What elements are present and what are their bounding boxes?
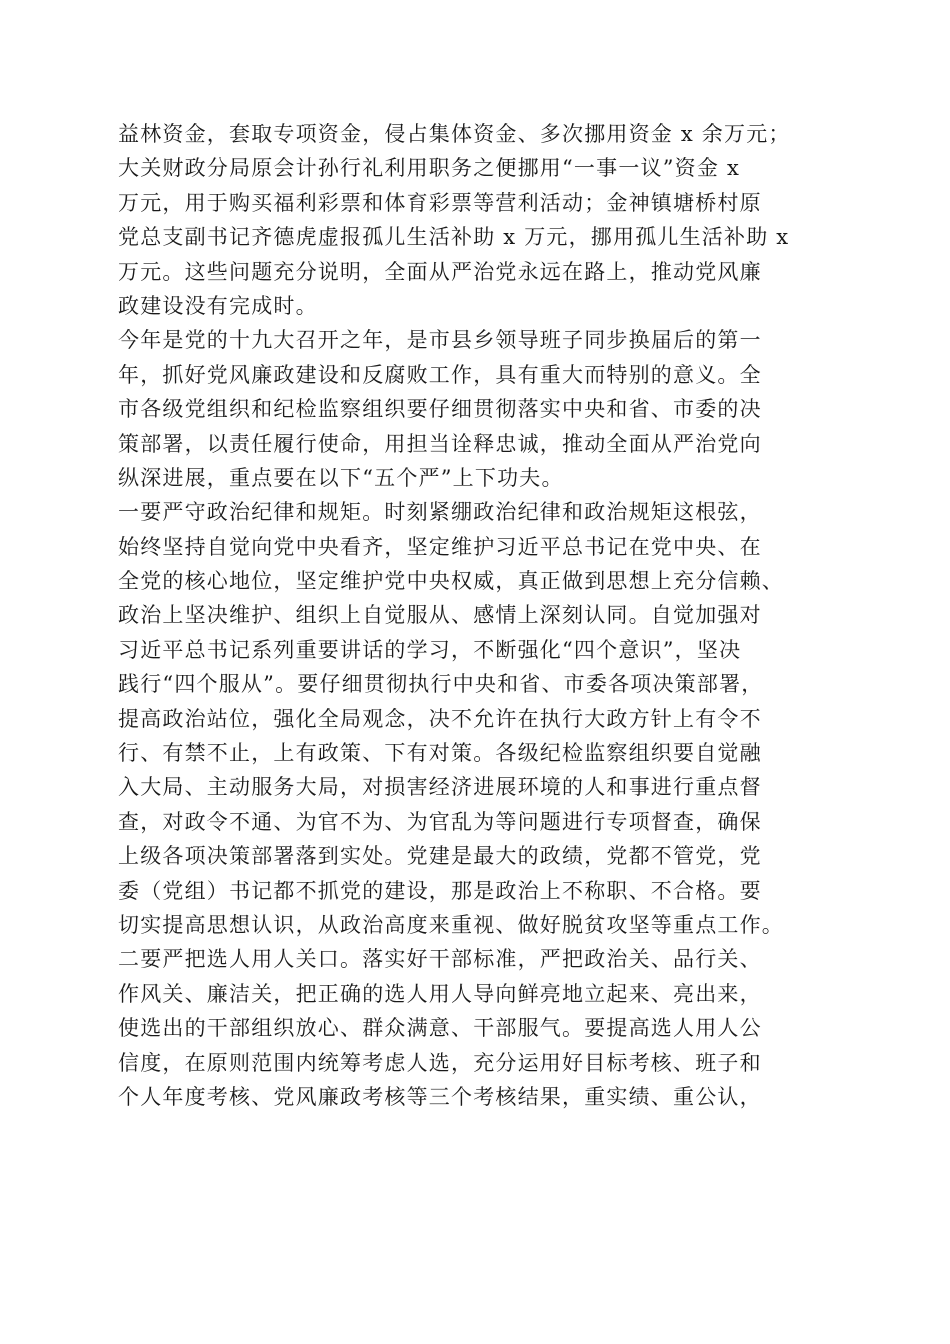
paragraph-4 — [118, 942, 830, 1114]
text-line: 信度，在原则范围内统筹考虑人选，充分运用好目标考核、班子和 — [118, 1050, 762, 1075]
text-line: 个人年度考核、党风廉政考核等三个考核结果，重实绩、重公认， — [118, 1084, 762, 1109]
text-line: 委（党组）书记都不抓党的建设，那是政治上不称职、不合格。要 — [118, 878, 762, 903]
paragraph-1 — [118, 117, 830, 323]
text-line: 上级各项决策部署落到实处。党建是最大的政绩，党都不管党，党 — [118, 844, 762, 869]
text-line: 践行“四个服从”。要仔细贯彻执行中央和省、市委各项决策部署， — [118, 672, 764, 697]
text-line: 大关财政分局原会计孙行礼利用职务之便挪用“一事一议”资金 x — [118, 156, 740, 181]
text-line: 一要严守政治纪律和规矩。时刻紧绷政治纪律和政治规矩这根弦， — [118, 500, 762, 525]
text-line: 入大局、主动服务大局，对损害经济进展环境的人和事进行重点督 — [118, 775, 762, 800]
paragraph-3 — [118, 495, 830, 942]
text-line: 万元，用于购买福利彩票和体育彩票等营利活动；金神镇塘桥村原 — [118, 190, 762, 215]
text-line: 始终坚持自觉向党中央看齐，坚定维护习近平总书记在党中央、在 — [118, 534, 762, 559]
text-line: 政建设没有完成时。 — [118, 293, 318, 318]
text-line: 二要严把选人用人关口。落实好干部标准，严把政治关、品行关、 — [118, 947, 762, 972]
text-line: 纵深进展，重点要在以下“五个严”上下功夫。 — [118, 465, 564, 490]
document-body — [118, 117, 830, 1114]
text-line: 使选出的干部组织放心、群众满意、干部服气。要提高选人用人公 — [118, 1016, 762, 1041]
text-line: 市各级党组织和纪检监察组织要仔细贯彻落实中央和省、市委的决 — [118, 397, 762, 422]
text-line: 策部署，以责任履行使命，用担当诠释忠诚，推动全面从严治党向 — [118, 431, 762, 456]
text-line: 政治上坚决维护、组织上自觉服从、感情上深刻认同。自觉加强对 — [118, 603, 762, 628]
text-line: 今年是党的十九大召开之年，是市县乡领导班子同步换届后的第一 — [118, 328, 762, 353]
text-line: 年，抓好党风廉政建设和反腐败工作，具有重大而特别的意义。全 — [118, 362, 762, 387]
text-line: 益林资金，套取专项资金，侵占集体资金、多次挪用资金 x 余万元； — [118, 122, 791, 146]
text-line: 万元。这些问题充分说明，全面从严治党永远在路上，推动党风廉 — [118, 259, 762, 284]
text-line: 作风关、廉洁关，把正确的选人用人导向鲜亮地立起来、亮出来， — [118, 981, 762, 1006]
text-line: 切实提高思想认识，从政治高度来重视、做好脱贫攻坚等重点工作。 — [118, 912, 784, 937]
text-line: 全党的核心地位，坚定维护党中央权威，真正做到思想上充分信赖、 — [118, 569, 784, 594]
paragraph-2 — [118, 323, 830, 495]
text-line: 查，对政令不通、为官不为、为官乱为等问题进行专项督查，确保 — [118, 809, 762, 834]
text-line: 提高政治站位，强化全局观念，决不允许在执行大政方针上有令不 — [118, 706, 762, 731]
text-line: 党总支副书记齐德虎虚报孤儿生活补助 x 万元，挪用孤儿生活补助 x — [118, 225, 790, 250]
text-line: 行、有禁不止，上有政策、下有对策。各级纪检监察组织要自觉融 — [118, 741, 762, 766]
text-line: 习近平总书记系列重要讲话的学习，不断强化“四个意识”，坚决 — [118, 637, 742, 662]
